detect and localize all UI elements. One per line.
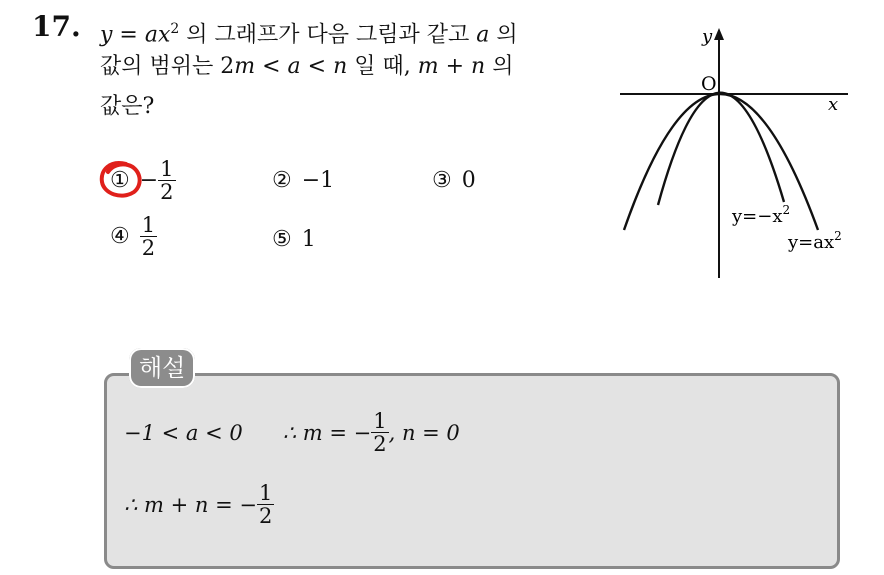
inner-curve-label: $y=-x^2$ bbox=[732, 203, 791, 227]
outer-curve-label: $y=ax^2$ bbox=[788, 229, 842, 253]
choice-value: 1 bbox=[301, 227, 316, 252]
solution-tag: 해설 bbox=[129, 348, 195, 388]
fraction: $\frac{1}{2}$ bbox=[258, 481, 273, 528]
less-than: < bbox=[300, 54, 334, 79]
variable-m: m bbox=[234, 54, 256, 79]
therefore-m: ∴ m = − bbox=[282, 420, 372, 445]
question-line-2 bbox=[100, 52, 513, 82]
parabola-graph bbox=[600, 20, 870, 285]
y-axis-arrow-icon bbox=[714, 28, 724, 40]
question-text: 의 그래프가 다음 그림과 같고 bbox=[179, 22, 477, 48]
plus-sign: + bbox=[438, 54, 472, 79]
x-axis-label: x bbox=[828, 94, 839, 115]
variable-m: m bbox=[417, 54, 439, 79]
choice-3[interactable] bbox=[432, 168, 476, 193]
inequality: −1 < a < 0 bbox=[124, 420, 243, 445]
y-axis-label: y bbox=[702, 26, 713, 47]
therefore-sum: ∴ m + n = − bbox=[124, 492, 257, 517]
choice-value: −1 bbox=[301, 168, 335, 193]
choice-number: ⑤ bbox=[272, 227, 292, 252]
fraction: $\frac{1}{2}$ bbox=[373, 409, 387, 456]
choice-5[interactable] bbox=[272, 227, 316, 252]
variable-n: n bbox=[471, 54, 486, 79]
minus-sign: − bbox=[139, 168, 159, 193]
origin-label: O bbox=[701, 73, 717, 95]
question-text-end: 의 bbox=[489, 22, 518, 48]
answer-selection-circle bbox=[96, 156, 152, 202]
question-line-1 bbox=[100, 14, 518, 50]
question-text-end: 의 bbox=[485, 54, 514, 79]
variable-a: a bbox=[476, 22, 490, 48]
choice-number: ④ bbox=[110, 224, 130, 249]
fraction: $\frac{1}{2}$ bbox=[160, 157, 174, 204]
equation: y = ax bbox=[100, 22, 171, 48]
solution-line-1 bbox=[124, 410, 460, 455]
choice-2[interactable] bbox=[272, 168, 334, 193]
choice-value: 0 bbox=[461, 168, 476, 193]
solution-line-2 bbox=[124, 482, 274, 527]
choice-number: ① bbox=[110, 168, 130, 193]
question-line-3: 값은? bbox=[100, 94, 155, 119]
less-than: < bbox=[255, 54, 288, 79]
variable-n: n bbox=[333, 54, 348, 79]
question-text: 일 때, bbox=[347, 54, 418, 79]
variable-a: a bbox=[287, 54, 301, 79]
exponent: 2 bbox=[170, 21, 180, 37]
choice-number: ③ bbox=[432, 168, 452, 193]
solution-box bbox=[104, 373, 840, 569]
question-number: 17. bbox=[32, 10, 81, 43]
question-text: 값의 범위는 2 bbox=[100, 54, 235, 79]
choice-4[interactable] bbox=[110, 214, 157, 259]
choice-number: ② bbox=[272, 168, 292, 193]
therefore-n: , n = 0 bbox=[388, 420, 460, 445]
parabola-inner bbox=[658, 93, 784, 205]
fraction: $\frac{1}{2}$ bbox=[141, 213, 156, 260]
